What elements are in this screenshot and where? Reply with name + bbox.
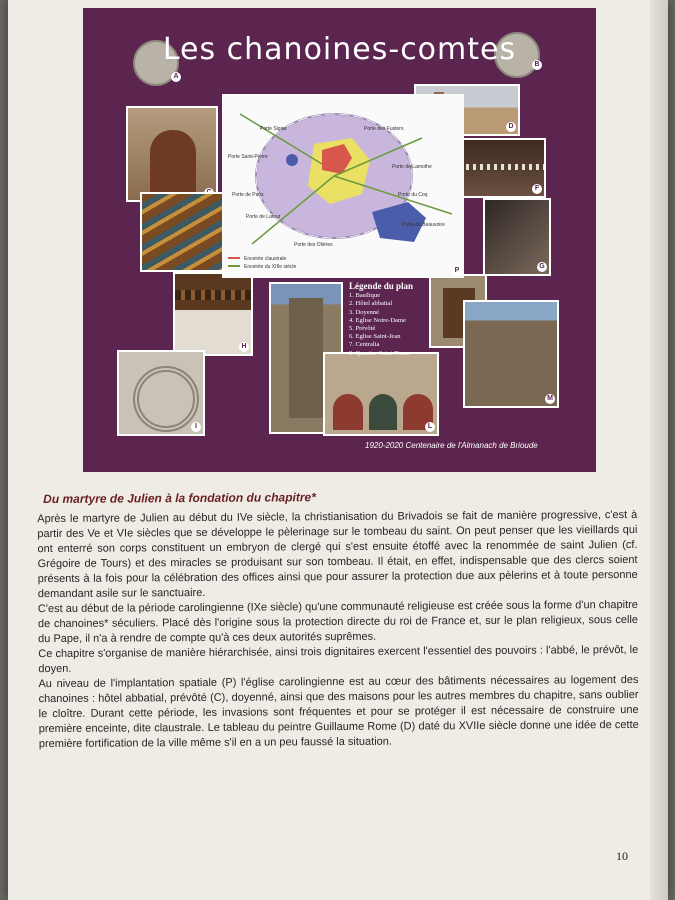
map-legend-item: 2. Hôtel abbatial bbox=[349, 300, 393, 308]
map-gate-label: Porte des Olières bbox=[294, 242, 333, 248]
photo-balcony-f bbox=[450, 138, 546, 198]
map-gate-label: Porte des Fusters bbox=[364, 126, 404, 132]
map-legend bbox=[349, 282, 429, 358]
map-gate-label: Porte du Coq bbox=[398, 192, 428, 198]
photo-tag: L bbox=[425, 422, 435, 432]
seal-tag: B bbox=[532, 60, 542, 70]
photo-plate bbox=[83, 8, 596, 472]
map-marker bbox=[286, 154, 298, 166]
map-gate-label: Porte de Beauvoire bbox=[402, 222, 445, 228]
map-key-label: Enceinte claustrale bbox=[244, 256, 287, 262]
map-legend-item: 6. Eglise Saint-Jean bbox=[349, 333, 401, 341]
map-legend-item: 8. Quartier Saint-Pierre bbox=[349, 349, 410, 357]
plate-caption: 1920-2020 Centenaire de l'Almanach de Brioude bbox=[365, 441, 538, 450]
photo-stone-carving-i bbox=[117, 350, 205, 436]
map-legend-item: 3. Doyenné bbox=[349, 308, 379, 316]
map-gate-label: Porte de Lamothe bbox=[392, 164, 432, 170]
article-paragraph: Au niveau de l'implantation spatiale (P) l'église carolingienne est au cœur des bâtiments nécessaires au logement des chanoines : hôtel abbatial, prévôté (C), doyenné, ainsi que des maisons pour les autres membres du chapitre, sans oublier le cloître. Durant cette période, les invasions sont fréquentes et pour se protéger il est nécessaire de construire une première enceinte, dite claustrale. Le tableau du peintre Guillaume Rome (D) daté du XVIIe siècle donne une idée de cette première fortification de la ville même s'il en a un peu faussé la situation. bbox=[38, 673, 639, 751]
map-gate-label: Porte de Paris bbox=[232, 192, 264, 198]
seal-tag: A bbox=[171, 72, 181, 82]
map-legend-title: Légende du plan bbox=[349, 281, 414, 291]
photo-tag: P bbox=[452, 266, 462, 276]
photo-tag: G bbox=[537, 262, 547, 272]
map-legend-item: 5. Prévôté bbox=[349, 325, 376, 333]
map-legend-item: 4. Eglise Notre-Dame bbox=[349, 316, 406, 324]
photo-tag: D bbox=[506, 122, 516, 132]
photo-house-m bbox=[463, 300, 559, 408]
photo-tag: M bbox=[545, 394, 555, 404]
plate-title: Les chanoines-comtes bbox=[162, 32, 517, 67]
article-paragraph: C'est au début de la période carolingienne (IXe siècle) qu'une communauté religieuse est créée sous la forme d'un chapitre de chanoines* séculiers. Placé dès l'origine sous la protection directe du roi de France et, sur le plan religieux, sous celle du Pape, il n'a à rendre de compte qu'à ces deux autorités suprêmes. bbox=[37, 598, 639, 646]
map-key-label: Enceinte du XIIIe siècle bbox=[244, 264, 297, 270]
article-paragraph: Après le martyre de Julien au début du IVe siècle, la christianisation du Brivadois se fait de manière progressive, c'est à partir des Ve et VIe siècles que se développe le pèlerinage sur le tombeau du saint. On peut penser que les vieillards qui ont enterré son corps constituent un embryon de clergé qui s'est ensuite étoffé avec la renommée de saint Julien (cf. Grégoire de Tours) et des miracles se produisant sur son tombeau. Il était, en effet, indispensable que des clercs soient présents à la fois pour la célébration des offices ainsi que pour assurer la protection due aux pèlerins et à toute personne demandant asile sur le sanctuaire. bbox=[37, 508, 638, 601]
article bbox=[37, 488, 639, 752]
map-gate-label: Porte Sigou bbox=[260, 126, 287, 132]
photo-tag: F bbox=[532, 184, 542, 194]
map-legend-item: 7. Centralia bbox=[349, 341, 380, 349]
photo-corbels-h bbox=[173, 272, 253, 356]
photo-arcade-l bbox=[323, 349, 439, 436]
map-drawing bbox=[222, 94, 464, 278]
map-gate-label: Porte Saint-Pierre bbox=[228, 154, 268, 160]
town-map bbox=[222, 94, 464, 278]
photo-stairs-g bbox=[483, 198, 551, 276]
page-gutter bbox=[650, 0, 668, 900]
map-legend-item: 1. Basilique bbox=[349, 292, 381, 300]
map-gate-label: Porte de Latour bbox=[246, 214, 281, 220]
article-heading: Du martyre de Julien à la fondation du chapitre* bbox=[43, 490, 316, 507]
photo-tag: H bbox=[239, 342, 249, 352]
article-paragraph: Ce chapitre s'organise de manière hiérarchisée, ainsi trois dignitaires exercent l'essentiel des pouvoirs : l'abbé, le prévôt, le doyen. bbox=[38, 643, 639, 676]
photo-tag: I bbox=[191, 422, 201, 432]
page-number: 10 bbox=[616, 849, 628, 863]
photo-door-c bbox=[126, 106, 218, 202]
